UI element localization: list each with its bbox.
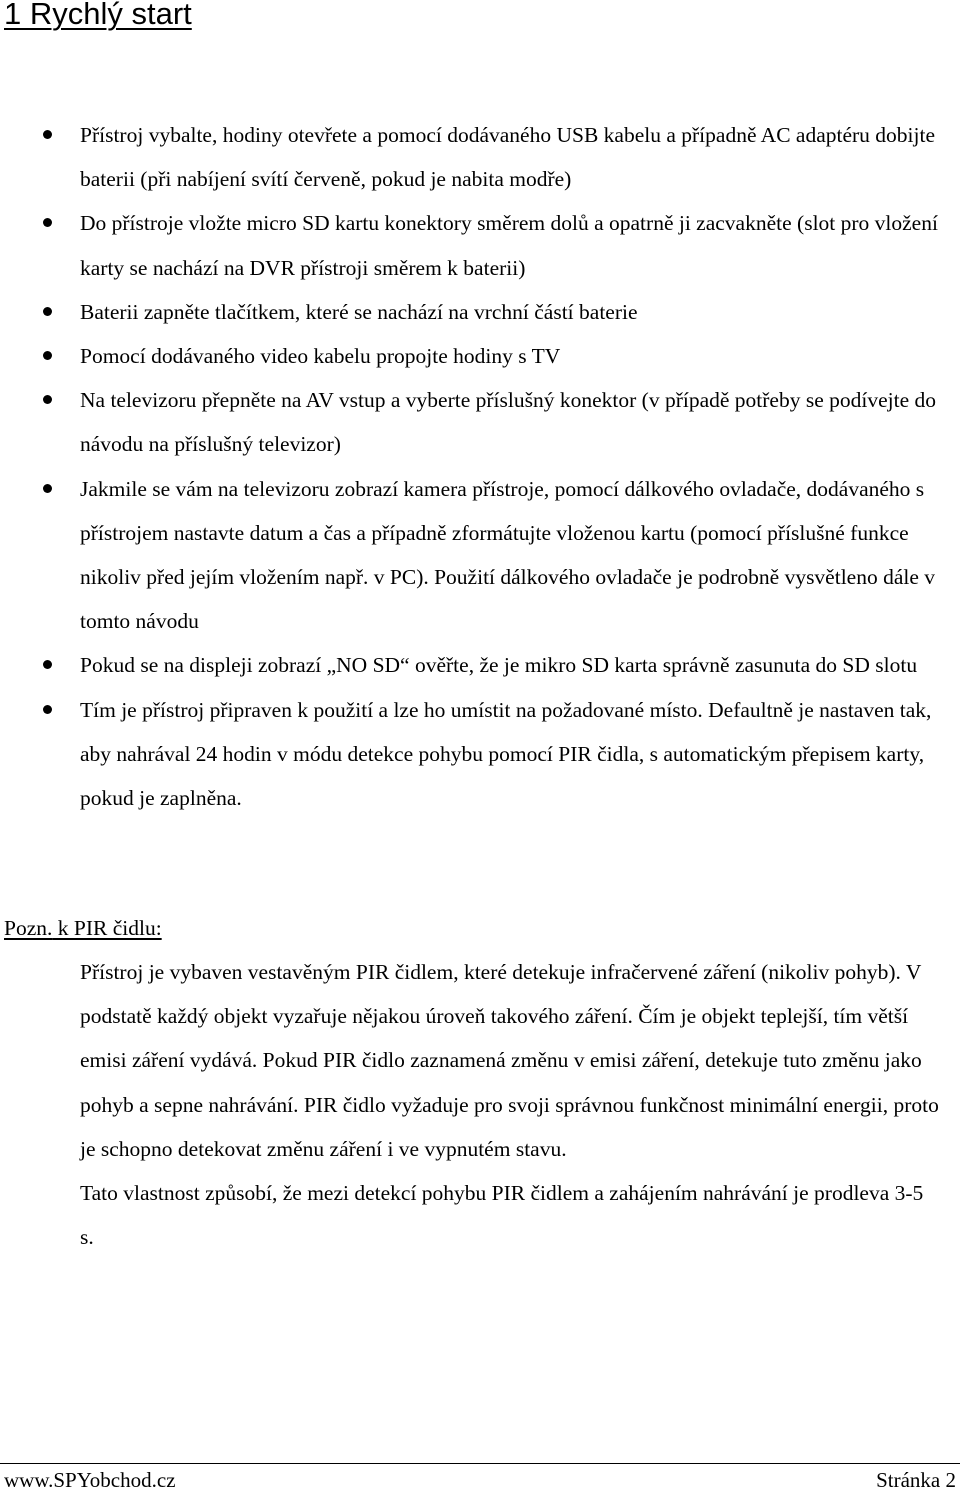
list-item (0, 688, 960, 821)
list-item (0, 201, 960, 289)
quick-start-list (0, 113, 960, 820)
list-item (0, 334, 960, 378)
note-heading (4, 906, 162, 950)
footer-page-number: Stránka 2 (876, 1468, 956, 1492)
list-item-text: Baterii zapněte tlačítkem, které se nachází na vrchní částí baterie (80, 299, 638, 324)
bullet-icon (43, 395, 52, 404)
list-item (0, 113, 960, 201)
bullet-icon (43, 130, 52, 139)
note-paragraph: Přístroj je vybaven vestavěným PIR čidlem, které detekuje infračervené záření (nikoliv pohyb). V podstatě každý objekt vyzařuje nějakou úroveň takového záření. Čím je objekt teplejší, tím větší emisi záření vydává. Pokud PIR čidlo zaznamená změnu v emisi záření, detekuje tuto změnu jako pohyb a sepne nahrávání. PIR čidlo vyžaduje pro svoji správnou funkčnost minimální energii, proto je schopno detekovat změnu záření i ve vypnutém stavu. (80, 960, 939, 1161)
note-paragraph: Tato vlastnost způsobí, že mezi detekcí pohybu PIR čidlem a zahájením nahrávání je prodleva 3-5 s. (80, 1181, 924, 1250)
note-label: Pozn. (4, 916, 53, 940)
list-item-text: Tím je přístroj připraven k použití a lze ho umístit na požadované místo. Defaultně je nastaven tak, aby nahrával 24 hodin v módu detekce pohybu pomocí PIR čidla, s automatickým přepisem karty, pokud je zaplněna. (80, 697, 932, 811)
list-item-text: Pomocí dodávaného video kabelu propojte hodiny s TV (80, 344, 561, 369)
bullet-icon (43, 484, 52, 493)
page-heading: 1 Rychlý start (4, 0, 192, 31)
bullet-icon (43, 218, 52, 227)
list-item-text: Jakmile se vám na televizoru zobrazí kamera přístroje, pomocí dálkového ovladače, dodávaného s přístrojem nastavte datum a čas a případně zformátujte vloženou kartu (pomocí příslušné funkce nikoliv před jejím vložením např. v PC). Použití dálkového ovladače je podrobně vysvětleno dále v tomto návodu (80, 476, 936, 634)
note-body (80, 950, 940, 1259)
list-item-text: Přístroj vybalte, hodiny otevřete a pomocí dodávaného USB kabelu a případně AC adaptéru dobijte baterii (při nabíjení svítí červeně, pokud je nabita modře) (80, 123, 936, 192)
list-item-text: Do přístroje vložte micro SD kartu konektory směrem dolů a opatrně ji zacvakněte (slot pro vložení karty se nachází na DVR přístroji směrem k baterii) (80, 211, 938, 280)
footer-divider (0, 1463, 960, 1464)
list-item-text: Na televizoru přepněte na AV vstup a vyberte příslušný konektor (v případě potřeby se podívejte do návodu na příslušný televizor) (80, 388, 937, 457)
list-item (0, 290, 960, 334)
list-item (0, 378, 960, 466)
list-item (0, 467, 960, 644)
list-item (0, 643, 960, 687)
bullet-icon (43, 351, 52, 360)
note-label-rest: k PIR čidlu: (52, 916, 162, 940)
bullet-icon (43, 307, 52, 316)
list-item-text: Pokud se na displeji zobrazí „NO SD“ ověřte, že je mikro SD karta správně zasunuta do SD slotu (80, 653, 918, 678)
footer-website: www.SPYobchod.cz (4, 1468, 176, 1492)
bullet-icon (43, 660, 52, 669)
bullet-icon (43, 705, 52, 714)
